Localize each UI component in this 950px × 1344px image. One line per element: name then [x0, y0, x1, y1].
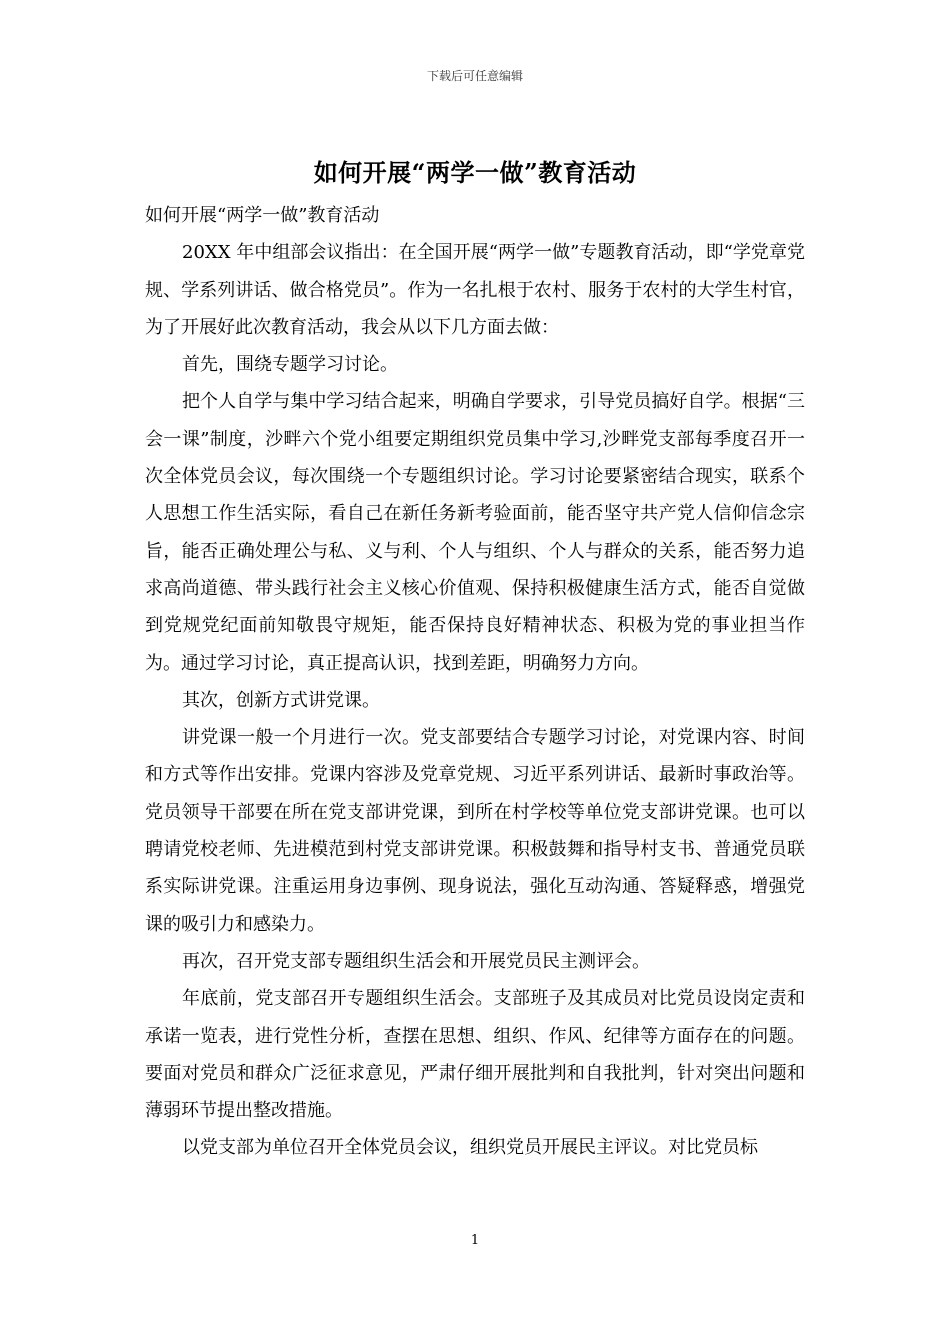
- paragraph: 讲党课一般一个月进行一次。党支部要结合专题学习讨论，对党课内容、时间和方式等作出安排。党课内容涉及党章党规、习近平系列讲话、最新时事政治等。党员领导干部要在所在党支部讲党课，到所在村学校等单位党支部讲党课。也可以聘请党校老师、先进模范到村党支部讲党课。积极鼓舞和指导村支书、普通党员联系实际讲党课。注重运用身边事例、现身说法，强化互动沟通、答疑释惑，增强党课的吸引力和感染力。: [145, 727, 805, 935]
- paragraph: 20XX 年中组部会议指出：在全国开展“两学一做”专题教育活动，即“学党章党规、学系列讲话、做合格党员”。作为一名扎根于农村、服务于农村的大学生村官，为了开展好此次教育活动，我会从以下几方面去做：: [145, 242, 805, 338]
- page-header: 下载后可任意编辑: [426, 69, 523, 83]
- paragraph: 年底前，党支部召开专题组织生活会。支部班子及其成员对比党员设岗定责和承诺一览表，进行党性分析，查摆在思想、组织、作风、纪律等方面存在的问题。要面对党员和群众广泛征求意见，严肃仔细开展批判和自我批判，针对突出问题和薄弱环节提出整改措施。: [145, 988, 805, 1122]
- page-number: 1: [470, 1233, 480, 1248]
- paragraph: 首先，围绕专题学习讨论。: [182, 354, 398, 376]
- paragraph: 再次，召开党支部专题组织生活会和开展党员民主测评会。: [182, 950, 650, 972]
- paragraph: 其次，创新方式讲党课。: [182, 689, 380, 711]
- paragraph: 把个人自学与集中学习结合起来，明确自学要求，引导党员搞好自学。根据“三会一课”制度，沙畔六个党小组要定期组织党员集中学习,沙畔党支部每季度召开一次全体党员会议，每次围绕一个专题组织讨论。学习讨论要紧密结合现实，联系个人思想工作生活实际，看自己在新任务新考验面前，能否坚守共产党人信仰信念宗旨，能否正确处理公与私、义与利、个人与组织、个人与群众的关系，能否努力追求高尚道德、带头践行社会主义核心价值观、保持积极健康生活方式，能否自觉做到党规党纪面前知敬畏守规矩，能否保持良好精神状态、积极为党的事业担当作为。通过学习讨论，真正提高认识，找到差距，明确努力方向。: [145, 391, 805, 674]
- document-title: 如何开展“两学一做”教育活动: [313, 158, 637, 187]
- paragraph: 如何开展“两学一做”教育活动: [145, 205, 380, 226]
- paragraph: 以党支部为单位召开全体党员会议，组织党员开展民主评议。对比党员标: [182, 1137, 758, 1159]
- document-body: [145, 197, 805, 1167]
